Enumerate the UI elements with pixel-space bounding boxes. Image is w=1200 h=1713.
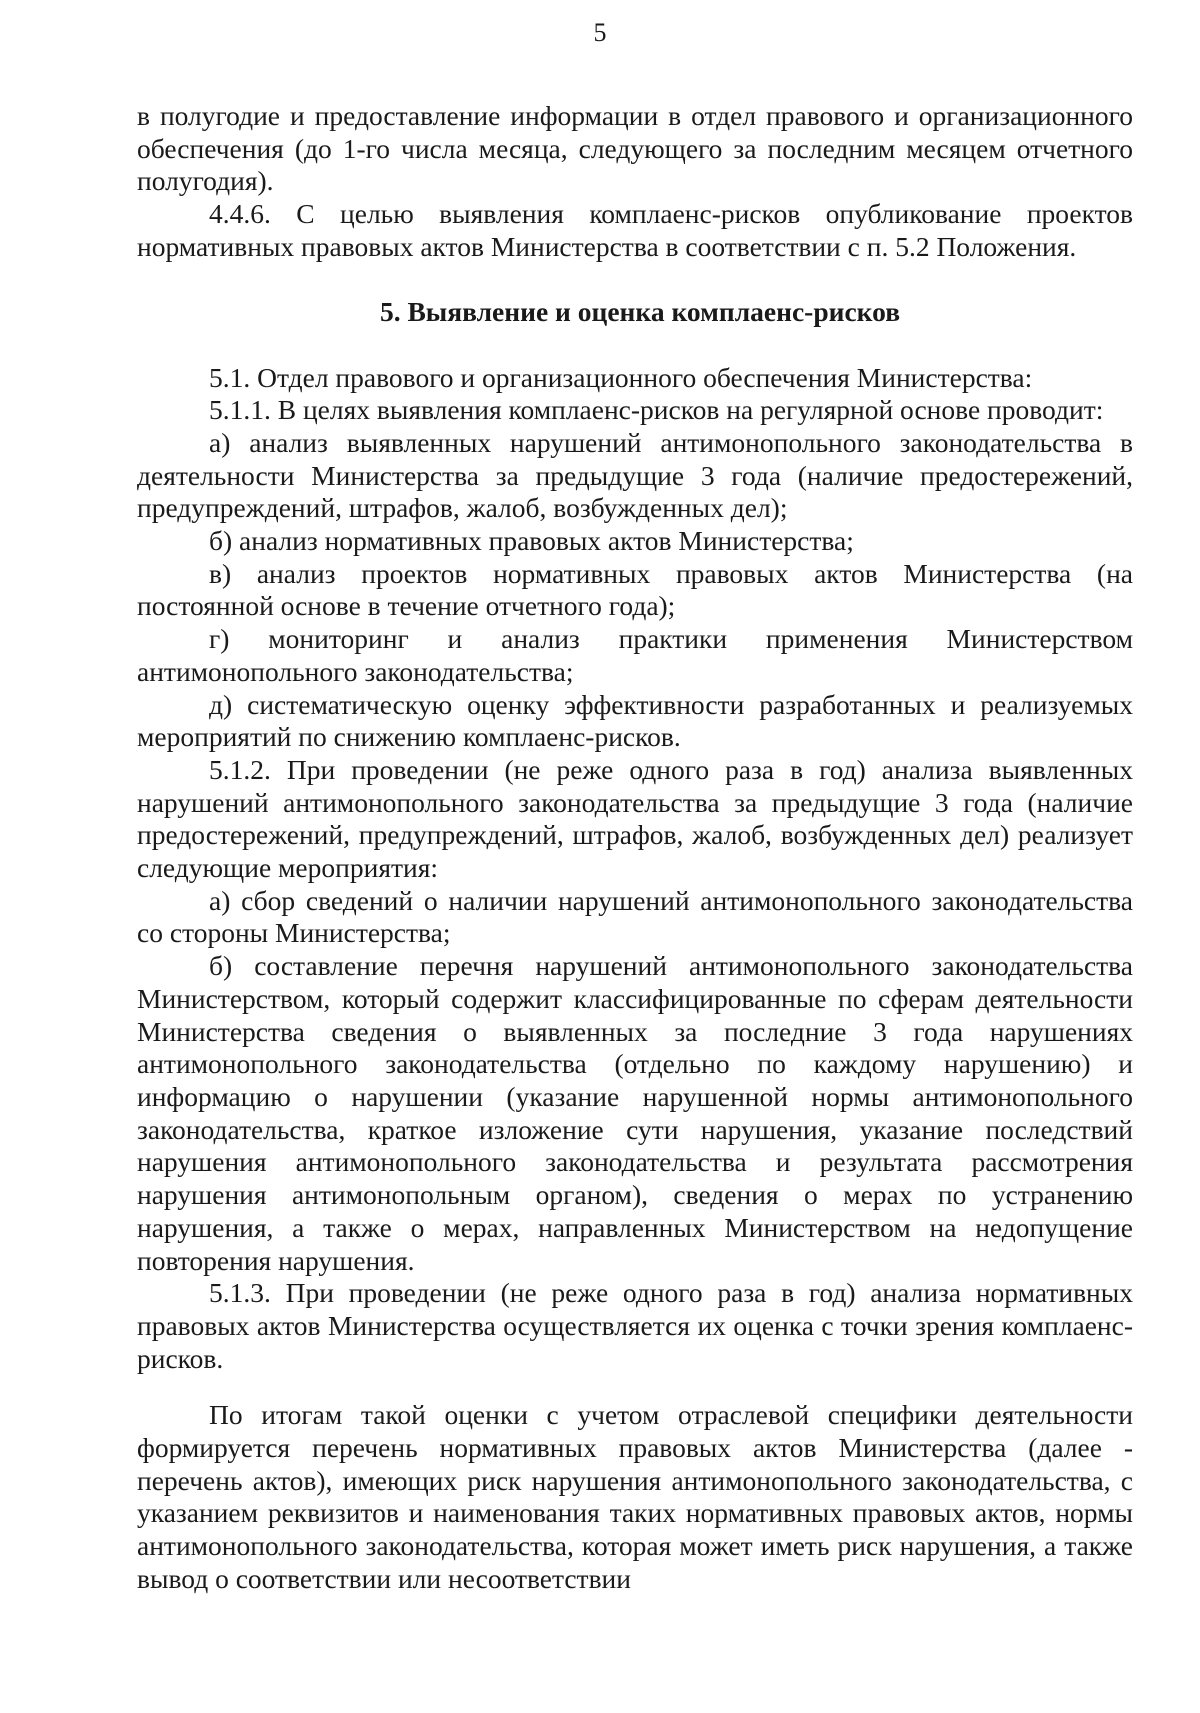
page-number: 5 (593, 18, 607, 47)
list-item-g: г) мониторинг и анализ практики применения Министерством антимонопольного законодательства; (137, 623, 1133, 687)
list-item-a-2: а) сбор сведений о наличии нарушений антимонопольного законодательства со стороны Министерства; (137, 884, 1133, 949)
paragraph-5-1-1: 5.1.1. В целях выявления комплаенс-рисков на регулярной основе проводит: (209, 394, 1104, 426)
paragraph-5-1-3: 5.1.3. При проведении (не реже одного раза в год) анализа нормативных правовых актов Министерства осуществляется их оценка с точки зрения комплаенс-рисков. (137, 1277, 1133, 1374)
paragraph-5-1: 5.1. Отдел правового и организационного обеспечения Министерства: (209, 361, 1033, 393)
paragraph-continuation: в полугодие и предоставление информации в отдел правового и организационного обеспечения (до 1-го числа месяца, следующего за последним месяцем отчетного полугодия). (137, 100, 1133, 197)
list-item-v: в) анализ проектов нормативных правовых актов Министерства (на постоянной основе в течение отчетного года); (137, 557, 1133, 622)
list-item-a: а) анализ выявленных нарушений антимонопольного законодательства в деятельности Министерства за предыдущие 3 года (наличие предостережений, предупреждений, штрафов, жалоб, возбужденных дел); (137, 426, 1133, 524)
section-heading: 5. Выявление и оценка комплаенс-рисков (379, 295, 901, 327)
list-item-d: д) систематическую оценку эффективности разработанных и реализуемых мероприятий по снижению комплаенс-рисков. (137, 688, 1133, 753)
paragraph-4-4-6: 4.4.6. С целью выявления комплаенс-рисков опубликование проектов нормативных правовых актов Министерства в соответствии с п. 5.2 Положения. (137, 198, 1133, 262)
paragraph-results: По итогам такой оценки с учетом отраслевой специфики деятельности формируется перечень нормативных правовых актов Министерства (далее - перечень актов), имеющих риск нарушения антимонопольного законодательства, с указанием реквизитов и наименования таких нормативных правовых актов, нормы антимонопольного законодательства, которая может иметь риск нарушения, а также вывод о соответствии или несоответствии (137, 1399, 1133, 1594)
document-body (137, 100, 1133, 1596)
list-item-b: б) анализ нормативных правовых актов Министерства; (209, 525, 854, 557)
paragraph-5-1-2: 5.1.2. При проведении (не реже одного раза в год) анализа выявленных нарушений антимонопольного законодательства за предыдущие 3 года (наличие предостережений, предупреждений, штрафов, жалоб, возбужденных дел) реализует следующие мероприятия: (137, 753, 1133, 884)
list-item-b-2: б) составление перечня нарушений антимонопольного законодательства Министерством, который содержит классифицированные по сферам деятельности Министерства сведения о выявленных за последние 3 года нарушениях антимонопольного законодательства (отдельно по каждому нарушению) и информацию о нарушении (указание нарушенной нормы антимонопольного законодательства, краткое изложение сути нарушения, указание последствий нарушения антимонопольного законодательства и результата рассмотрения нарушения антимонопольным органом), сведения о мерах по устранению нарушения, а также о мерах, направленных Министерством на недопущение повторения нарушения. (137, 950, 1133, 1276)
